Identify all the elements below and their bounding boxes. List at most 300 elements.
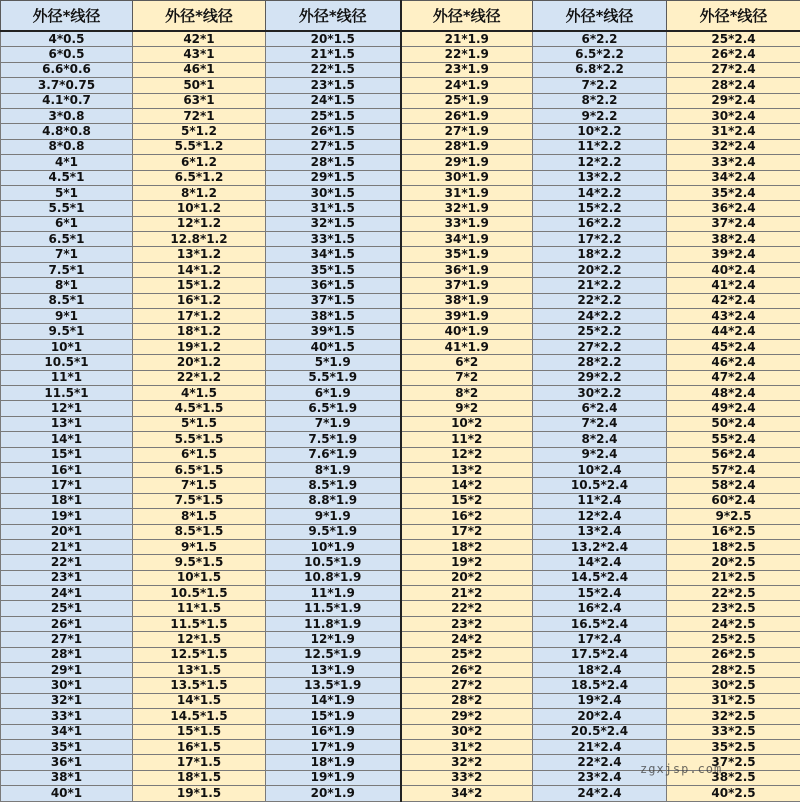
table-cell: 32*2.4 bbox=[667, 139, 800, 154]
table-cell: 11*1.9 bbox=[266, 586, 401, 601]
table-cell: 41*1.9 bbox=[401, 339, 533, 354]
table-cell: 16*1.5 bbox=[133, 739, 266, 754]
table-cell: 36*1.9 bbox=[401, 262, 533, 277]
table-cell: 34*2 bbox=[401, 786, 533, 801]
table-cell: 18*2.4 bbox=[533, 663, 667, 678]
table-cell: 25*2 bbox=[401, 647, 533, 662]
table-cell: 20*2.2 bbox=[533, 262, 667, 277]
table-cell: 11.5*1 bbox=[1, 385, 133, 400]
table-row bbox=[1, 647, 800, 662]
table-row bbox=[1, 278, 800, 293]
table-cell: 15*1.9 bbox=[266, 709, 401, 724]
table-cell: 16*2.2 bbox=[533, 216, 667, 231]
table-cell: 14.5*2.4 bbox=[533, 570, 667, 585]
table-cell: 14*2.4 bbox=[533, 555, 667, 570]
table-cell: 47*2.4 bbox=[667, 370, 800, 385]
table-cell: 5.5*1.2 bbox=[133, 139, 266, 154]
table-cell: 4.1*0.7 bbox=[1, 93, 133, 108]
table-cell: 7*2.4 bbox=[533, 416, 667, 431]
table-cell: 4.5*1.5 bbox=[133, 401, 266, 416]
header-row bbox=[1, 1, 800, 32]
table-cell: 30*1.9 bbox=[401, 170, 533, 185]
table-cell: 25*2.4 bbox=[667, 31, 800, 47]
table-cell: 10*2 bbox=[401, 416, 533, 431]
table-cell: 14*2.2 bbox=[533, 185, 667, 200]
table-cell: 11*2 bbox=[401, 432, 533, 447]
table-cell: 5.5*1.9 bbox=[266, 370, 401, 385]
table-row bbox=[1, 755, 800, 770]
table-cell: 12.5*1.5 bbox=[133, 647, 266, 662]
table-cell: 4.8*0.8 bbox=[1, 124, 133, 139]
table-cell: 20.5*2.4 bbox=[533, 724, 667, 739]
table-cell: 27*2.2 bbox=[533, 339, 667, 354]
table-cell: 8*1.2 bbox=[133, 185, 266, 200]
table-cell: 22*1.9 bbox=[401, 47, 533, 62]
table-cell: 37*1.9 bbox=[401, 278, 533, 293]
table-cell: 23*1 bbox=[1, 570, 133, 585]
table-row bbox=[1, 447, 800, 462]
table-cell: 24*2 bbox=[401, 632, 533, 647]
table-cell: 31*1.9 bbox=[401, 185, 533, 200]
table-cell: 6*1.2 bbox=[133, 155, 266, 170]
table-cell: 55*2.4 bbox=[667, 432, 800, 447]
table-row bbox=[1, 586, 800, 601]
table-cell: 7*1 bbox=[1, 247, 133, 262]
table-cell: 13*1.9 bbox=[266, 663, 401, 678]
table-cell: 39*2.4 bbox=[667, 247, 800, 262]
table-cell: 10*2.2 bbox=[533, 124, 667, 139]
table-row bbox=[1, 493, 800, 508]
table-cell: 27*2.4 bbox=[667, 62, 800, 77]
table-cell: 30*2.4 bbox=[667, 108, 800, 123]
table-cell: 28*1.9 bbox=[401, 139, 533, 154]
table-cell: 38*1.5 bbox=[266, 309, 401, 324]
table-cell: 6.8*2.2 bbox=[533, 62, 667, 77]
table-cell: 18*1.9 bbox=[266, 755, 401, 770]
table-cell: 43*1 bbox=[133, 47, 266, 62]
table-row bbox=[1, 47, 800, 62]
table-cell: 13*1 bbox=[1, 416, 133, 431]
table-cell: 5*1.2 bbox=[133, 124, 266, 139]
table-cell: 29*1.5 bbox=[266, 170, 401, 185]
table-row bbox=[1, 93, 800, 108]
table-row bbox=[1, 309, 800, 324]
table-cell: 9*2.5 bbox=[667, 509, 800, 524]
table-row bbox=[1, 555, 800, 570]
table-cell: 57*2.4 bbox=[667, 462, 800, 477]
table-cell: 10.5*1.5 bbox=[133, 586, 266, 601]
table-cell: 27*1.9 bbox=[401, 124, 533, 139]
table-cell: 37*1.5 bbox=[266, 293, 401, 308]
table-cell: 24*2.5 bbox=[667, 616, 800, 631]
table-cell: 32*1.9 bbox=[401, 201, 533, 216]
table-cell: 58*2.4 bbox=[667, 478, 800, 493]
table-row bbox=[1, 324, 800, 339]
table-cell: 11*1 bbox=[1, 370, 133, 385]
table-cell: 7.6*1.9 bbox=[266, 447, 401, 462]
table-cell: 16*2.4 bbox=[533, 601, 667, 616]
table-cell: 20*2.5 bbox=[667, 555, 800, 570]
table-cell: 40*1.9 bbox=[401, 324, 533, 339]
table-row bbox=[1, 78, 800, 93]
table-cell: 13*2.4 bbox=[533, 524, 667, 539]
table-cell: 18*2 bbox=[401, 539, 533, 554]
table-cell: 6*2 bbox=[401, 355, 533, 370]
table-cell: 4*1 bbox=[1, 155, 133, 170]
table-cell: 20*2.4 bbox=[533, 709, 667, 724]
column-header: 外径*线径 bbox=[133, 1, 266, 32]
table-cell: 6*2.4 bbox=[533, 401, 667, 416]
table-cell: 10.8*1.9 bbox=[266, 570, 401, 585]
table-cell: 28*2.2 bbox=[533, 355, 667, 370]
table-cell: 9*2 bbox=[401, 401, 533, 416]
table-cell: 7.5*1.9 bbox=[266, 432, 401, 447]
table-cell: 16*1.9 bbox=[266, 724, 401, 739]
table-cell: 12.5*1.9 bbox=[266, 647, 401, 662]
table-cell: 8*1 bbox=[1, 278, 133, 293]
table-row bbox=[1, 663, 800, 678]
table-cell: 21*2.2 bbox=[533, 278, 667, 293]
table-cell: 22*1.2 bbox=[133, 370, 266, 385]
table-row bbox=[1, 385, 800, 400]
table-cell: 8*1.9 bbox=[266, 462, 401, 477]
table-cell: 8*0.8 bbox=[1, 139, 133, 154]
table-cell: 15*1.2 bbox=[133, 278, 266, 293]
table-cell: 33*1.9 bbox=[401, 216, 533, 231]
table-cell: 30*2.2 bbox=[533, 385, 667, 400]
table-cell: 5.5*1.5 bbox=[133, 432, 266, 447]
table-cell: 29*1 bbox=[1, 663, 133, 678]
table-cell: 13.5*1.9 bbox=[266, 678, 401, 693]
table-cell: 33*1.5 bbox=[266, 232, 401, 247]
table-cell: 25*2.5 bbox=[667, 632, 800, 647]
table-cell: 11*2.2 bbox=[533, 139, 667, 154]
table-row bbox=[1, 124, 800, 139]
table-cell: 39*1.9 bbox=[401, 309, 533, 324]
table-cell: 23*2 bbox=[401, 616, 533, 631]
table-row bbox=[1, 247, 800, 262]
table-cell: 23*1.5 bbox=[266, 78, 401, 93]
table-cell: 6.6*0.6 bbox=[1, 62, 133, 77]
table-cell: 48*2.4 bbox=[667, 385, 800, 400]
table-cell: 33*2.4 bbox=[667, 155, 800, 170]
table-cell: 36*1 bbox=[1, 755, 133, 770]
table-cell: 32*1 bbox=[1, 693, 133, 708]
table-cell: 38*2.4 bbox=[667, 232, 800, 247]
table-cell: 7.5*1 bbox=[1, 262, 133, 277]
table-row bbox=[1, 416, 800, 431]
table-cell: 9*1 bbox=[1, 309, 133, 324]
table-row bbox=[1, 262, 800, 277]
table-row bbox=[1, 724, 800, 739]
table-row bbox=[1, 432, 800, 447]
table-cell: 46*1 bbox=[133, 62, 266, 77]
table-cell: 34*1.9 bbox=[401, 232, 533, 247]
table-cell: 40*1.5 bbox=[266, 339, 401, 354]
table-cell: 33*2 bbox=[401, 770, 533, 785]
table-cell: 35*1.5 bbox=[266, 262, 401, 277]
table-cell: 21*1.9 bbox=[401, 31, 533, 47]
column-header: 外径*线径 bbox=[401, 1, 533, 32]
table-cell: 4.5*1 bbox=[1, 170, 133, 185]
table-cell: 10*2.4 bbox=[533, 462, 667, 477]
table-cell: 6.5*1 bbox=[1, 232, 133, 247]
table-cell: 31*1.5 bbox=[266, 201, 401, 216]
table-cell: 4*1.5 bbox=[133, 385, 266, 400]
table-cell: 30*1.5 bbox=[266, 185, 401, 200]
table-cell: 17*1.5 bbox=[133, 755, 266, 770]
table-cell: 22*2 bbox=[401, 601, 533, 616]
table-row bbox=[1, 616, 800, 631]
table-cell: 3*0.8 bbox=[1, 108, 133, 123]
table-cell: 11.8*1.9 bbox=[266, 616, 401, 631]
table-cell: 32*2 bbox=[401, 755, 533, 770]
table-cell: 16*2 bbox=[401, 509, 533, 524]
table-cell: 11*1.5 bbox=[133, 601, 266, 616]
table-cell: 9.5*1.5 bbox=[133, 555, 266, 570]
table-row bbox=[1, 401, 800, 416]
table-cell: 24*1.9 bbox=[401, 78, 533, 93]
table-cell: 8.8*1.9 bbox=[266, 493, 401, 508]
table-cell: 8*2 bbox=[401, 385, 533, 400]
table-cell: 31*2 bbox=[401, 739, 533, 754]
table-cell: 7.5*1.5 bbox=[133, 493, 266, 508]
table-row bbox=[1, 770, 800, 785]
table-cell: 27*1.5 bbox=[266, 139, 401, 154]
table-cell: 25*1.5 bbox=[266, 108, 401, 123]
table-cell: 14*1 bbox=[1, 432, 133, 447]
table-row bbox=[1, 216, 800, 231]
table-cell: 21*2.5 bbox=[667, 570, 800, 585]
table-cell: 14*1.2 bbox=[133, 262, 266, 277]
table-cell: 30*2.5 bbox=[667, 678, 800, 693]
table-cell: 17*2.4 bbox=[533, 632, 667, 647]
table-cell: 23*1.9 bbox=[401, 62, 533, 77]
table-cell: 20*1.5 bbox=[266, 31, 401, 47]
table-cell: 36*2.4 bbox=[667, 201, 800, 216]
table-cell: 19*1.5 bbox=[133, 786, 266, 801]
table-cell: 9.5*1 bbox=[1, 324, 133, 339]
table-cell: 34*2.4 bbox=[667, 170, 800, 185]
table-row bbox=[1, 31, 800, 47]
table-cell: 23*2.5 bbox=[667, 601, 800, 616]
table-cell: 18*2.5 bbox=[667, 539, 800, 554]
table-cell: 8.5*1.5 bbox=[133, 524, 266, 539]
table-cell: 29*1.9 bbox=[401, 155, 533, 170]
table-cell: 12*2 bbox=[401, 447, 533, 462]
table-cell: 15*1 bbox=[1, 447, 133, 462]
table-cell: 24*2.4 bbox=[533, 786, 667, 801]
table-row bbox=[1, 355, 800, 370]
table-row bbox=[1, 139, 800, 154]
table-cell: 33*1 bbox=[1, 709, 133, 724]
table-cell: 26*2 bbox=[401, 663, 533, 678]
table-cell: 35*1.9 bbox=[401, 247, 533, 262]
table-cell: 6*0.5 bbox=[1, 47, 133, 62]
table-cell: 13*2 bbox=[401, 462, 533, 477]
table-cell: 40*1 bbox=[1, 786, 133, 801]
table-cell: 6.5*1.5 bbox=[133, 462, 266, 477]
table-cell: 26*1 bbox=[1, 616, 133, 631]
table-cell: 27*2 bbox=[401, 678, 533, 693]
table-cell: 26*1.9 bbox=[401, 108, 533, 123]
table-cell: 20*1.9 bbox=[266, 786, 401, 801]
table-cell: 17*1.9 bbox=[266, 739, 401, 754]
table-cell: 31*2.4 bbox=[667, 124, 800, 139]
table-cell: 36*1.5 bbox=[266, 278, 401, 293]
table-cell: 15*2 bbox=[401, 493, 533, 508]
table-row bbox=[1, 678, 800, 693]
table-row bbox=[1, 632, 800, 647]
table-cell: 7*2.2 bbox=[533, 78, 667, 93]
table-cell: 9*2.2 bbox=[533, 108, 667, 123]
table-cell: 5*1 bbox=[1, 185, 133, 200]
table-cell: 24*1.5 bbox=[266, 93, 401, 108]
table-cell: 5*1.5 bbox=[133, 416, 266, 431]
table-cell: 10*1.9 bbox=[266, 539, 401, 554]
table-cell: 29*2.2 bbox=[533, 370, 667, 385]
table-cell: 26*2.5 bbox=[667, 647, 800, 662]
table-cell: 39*1.5 bbox=[266, 324, 401, 339]
table-cell: 25*1 bbox=[1, 601, 133, 616]
table-cell: 10.5*1 bbox=[1, 355, 133, 370]
table-cell: 23*2.4 bbox=[533, 770, 667, 785]
table-cell: 8*1.5 bbox=[133, 509, 266, 524]
table-cell: 6.5*1.2 bbox=[133, 170, 266, 185]
table-cell: 49*2.4 bbox=[667, 401, 800, 416]
table-cell: 42*1 bbox=[133, 31, 266, 47]
table-cell: 46*2.4 bbox=[667, 355, 800, 370]
table-cell: 30*2 bbox=[401, 724, 533, 739]
table-cell: 12*2.2 bbox=[533, 155, 667, 170]
table-row bbox=[1, 201, 800, 216]
table-cell: 56*2.4 bbox=[667, 447, 800, 462]
table-cell: 6.5*1.9 bbox=[266, 401, 401, 416]
table-cell: 29*2 bbox=[401, 709, 533, 724]
table-cell: 16.5*2.4 bbox=[533, 616, 667, 631]
table-cell: 5.5*1 bbox=[1, 201, 133, 216]
table-cell: 10.5*2.4 bbox=[533, 478, 667, 493]
table-cell: 14*1.9 bbox=[266, 693, 401, 708]
table-cell: 60*2.4 bbox=[667, 493, 800, 508]
table-cell: 9*1.9 bbox=[266, 509, 401, 524]
table-cell: 29*2.4 bbox=[667, 93, 800, 108]
table-row bbox=[1, 155, 800, 170]
table-cell: 5*1.9 bbox=[266, 355, 401, 370]
table-cell: 50*1 bbox=[133, 78, 266, 93]
table-cell: 35*2.4 bbox=[667, 185, 800, 200]
table-cell: 11.5*1.5 bbox=[133, 616, 266, 631]
table-cell: 6*1.9 bbox=[266, 385, 401, 400]
table-cell: 32*2.5 bbox=[667, 709, 800, 724]
table-cell: 17*2 bbox=[401, 524, 533, 539]
table-cell: 26*1.5 bbox=[266, 124, 401, 139]
table-cell: 17.5*2.4 bbox=[533, 647, 667, 662]
table-cell: 72*1 bbox=[133, 108, 266, 123]
table-cell: 7*1.5 bbox=[133, 478, 266, 493]
table-cell: 9*2.4 bbox=[533, 447, 667, 462]
column-header: 外径*线径 bbox=[533, 1, 667, 32]
table-cell: 14.5*1.5 bbox=[133, 709, 266, 724]
table-cell: 18*2.2 bbox=[533, 247, 667, 262]
table-cell: 32*1.5 bbox=[266, 216, 401, 231]
table-row bbox=[1, 62, 800, 77]
table-cell: 16*1 bbox=[1, 462, 133, 477]
table-row bbox=[1, 108, 800, 123]
table-cell: 13.5*1.5 bbox=[133, 678, 266, 693]
table-cell: 22*1.5 bbox=[266, 62, 401, 77]
table-row bbox=[1, 339, 800, 354]
table-row bbox=[1, 693, 800, 708]
table-row bbox=[1, 170, 800, 185]
table-cell: 15*2.4 bbox=[533, 586, 667, 601]
table-cell: 16*2.5 bbox=[667, 524, 800, 539]
table-cell: 14*2 bbox=[401, 478, 533, 493]
table-cell: 40*2.4 bbox=[667, 262, 800, 277]
table-cell: 19*2.4 bbox=[533, 693, 667, 708]
table-cell: 12*1 bbox=[1, 401, 133, 416]
table-cell: 18.5*2.4 bbox=[533, 678, 667, 693]
table-cell: 37*2.5 bbox=[667, 755, 800, 770]
table-cell: 8.5*1 bbox=[1, 293, 133, 308]
table-cell: 8*2.4 bbox=[533, 432, 667, 447]
table-cell: 18*1.5 bbox=[133, 770, 266, 785]
table-cell: 43*2.4 bbox=[667, 309, 800, 324]
table-cell: 21*1.5 bbox=[266, 47, 401, 62]
table-cell: 22*2.5 bbox=[667, 586, 800, 601]
table-cell: 22*1 bbox=[1, 555, 133, 570]
table-cell: 27*1 bbox=[1, 632, 133, 647]
table-cell: 21*2.4 bbox=[533, 739, 667, 754]
table-cell: 19*1.9 bbox=[266, 770, 401, 785]
table-cell: 37*2.4 bbox=[667, 216, 800, 231]
table-cell: 6*2.2 bbox=[533, 31, 667, 47]
table-cell: 20*1 bbox=[1, 524, 133, 539]
table-cell: 9*1.5 bbox=[133, 539, 266, 554]
table-cell: 13*2.2 bbox=[533, 170, 667, 185]
table-cell: 22*2.4 bbox=[533, 755, 667, 770]
table-cell: 9.5*1.9 bbox=[266, 524, 401, 539]
column-header: 外径*线径 bbox=[266, 1, 401, 32]
table-cell: 12*1.5 bbox=[133, 632, 266, 647]
table-cell: 18*1 bbox=[1, 493, 133, 508]
table-cell: 28*1.5 bbox=[266, 155, 401, 170]
table-row bbox=[1, 478, 800, 493]
table-row bbox=[1, 601, 800, 616]
table-cell: 30*1 bbox=[1, 678, 133, 693]
table-cell: 13.2*2.4 bbox=[533, 539, 667, 554]
table-cell: 11.5*1.9 bbox=[266, 601, 401, 616]
table-cell: 28*1 bbox=[1, 647, 133, 662]
table-cell: 20*1.2 bbox=[133, 355, 266, 370]
table-body bbox=[1, 31, 800, 801]
table-cell: 38*1.9 bbox=[401, 293, 533, 308]
table-cell: 63*1 bbox=[133, 93, 266, 108]
table-cell: 28*2 bbox=[401, 693, 533, 708]
table-cell: 17*1 bbox=[1, 478, 133, 493]
table-cell: 22*2.2 bbox=[533, 293, 667, 308]
table-cell: 26*2.4 bbox=[667, 47, 800, 62]
table-cell: 10.5*1.9 bbox=[266, 555, 401, 570]
table-cell: 6*1.5 bbox=[133, 447, 266, 462]
table-cell: 11*2.4 bbox=[533, 493, 667, 508]
column-header: 外径*线径 bbox=[667, 1, 800, 32]
table-row bbox=[1, 786, 800, 801]
table-cell: 38*1 bbox=[1, 770, 133, 785]
table-cell: 12*2.4 bbox=[533, 509, 667, 524]
table-cell: 3.7*0.75 bbox=[1, 78, 133, 93]
table-row bbox=[1, 462, 800, 477]
